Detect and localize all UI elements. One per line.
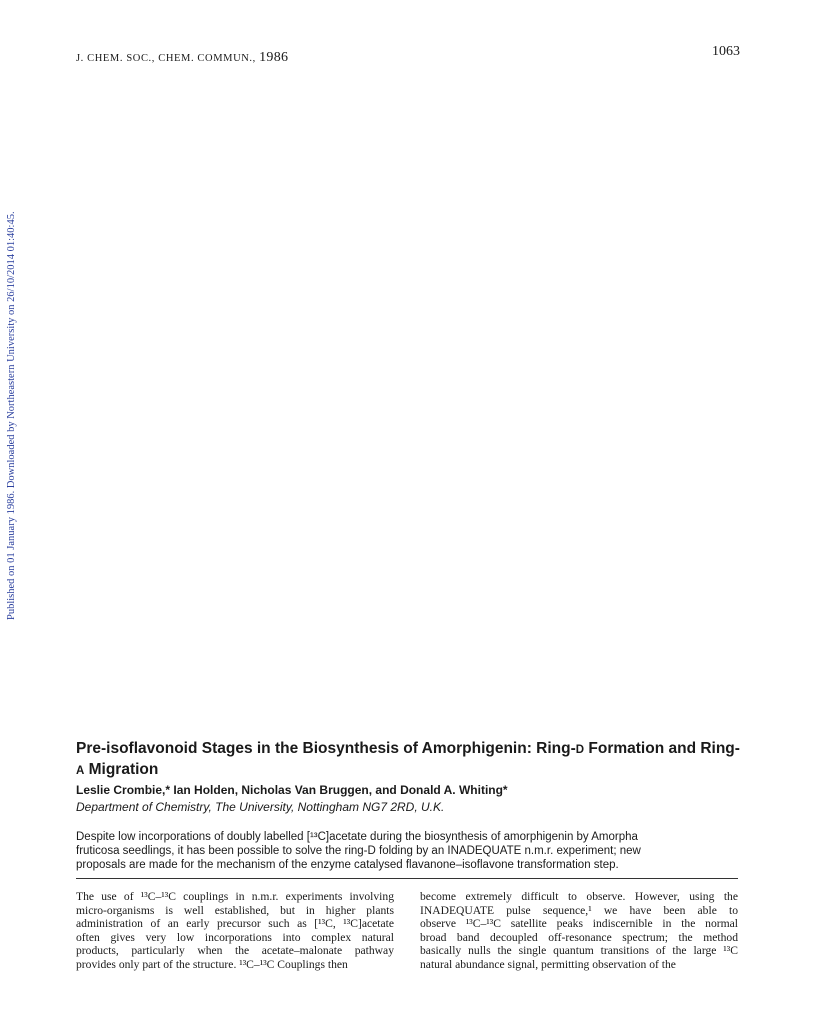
body-column-right (420, 890, 738, 972)
title-text-1: Pre-isoflavonoid Stages in the Biosynthesis of Amorphigenin: Ring- (76, 740, 576, 757)
body-line: administration of an early precursor such as [¹³C, ¹³C]acetate (76, 917, 394, 931)
journal-year: 1986 (259, 50, 289, 65)
body-line: basically nulls the single quantum transitions of the large ¹³C (420, 944, 738, 958)
page-number: 1063 (712, 44, 740, 59)
download-notice[interactable]: Published on 01 January 1986. Downloaded by Northeastern University on 26/10/2014 01:40:45. (6, 211, 17, 620)
body-line: become extremely difficult to observe. However, using the (420, 890, 738, 903)
body-line: often gives very low incorporations into complex natural (76, 930, 394, 944)
body-line: The use of ¹³C–¹³C couplings in n.m.r. experiments involving (76, 890, 394, 903)
body-line: natural abundance signal, permitting observation of the (420, 957, 676, 971)
body-line: observe ¹³C–¹³C satellite peaks indiscernible in the normal (420, 917, 738, 931)
abstract-line: fruticosa seedlings, it has been possible to solve the ring-D folding by an INADEQUATE n.m.r. experiment; new (76, 845, 641, 857)
body-line: products, particularly when the acetate–malonate pathway (76, 944, 394, 958)
body-line: micro-organisms is well established, but in higher plants (76, 903, 394, 917)
title-text-3: Migration (84, 761, 159, 778)
journal-name: J. CHEM. SOC., CHEM. COMMUN., (76, 53, 256, 64)
section-divider (76, 878, 738, 879)
title-text-2: Formation and Ring- (584, 740, 740, 757)
body-line: INADEQUATE pulse sequence,¹ we have been able to (420, 903, 738, 917)
abstract (76, 830, 746, 872)
title-ring-a: A (76, 765, 85, 777)
body-line: broad band decoupled off-resonance spectrum; the method (420, 930, 738, 944)
running-header (76, 50, 288, 66)
title-ring-d: D (575, 744, 585, 756)
abstract-line: Despite low incorporations of doubly labelled [¹³C]acetate during the biosynthesis of amorphigenin by Amorpha (76, 831, 638, 843)
body-column-left (76, 890, 394, 972)
affiliation: Department of Chemistry, The University, Nottingham NG7 2RD, U.K. (76, 800, 445, 814)
article-title (76, 739, 746, 781)
author-list: Leslie Crombie,* Ian Holden, Nicholas Van Bruggen, and Donald A. Whiting* (76, 783, 508, 797)
abstract-line: proposals are made for the mechanism of the enzyme catalysed flavanone–isoflavone transformation step. (76, 859, 619, 871)
body-line: provides only part of the structure. ¹³C–¹³C Couplings then (76, 957, 348, 971)
